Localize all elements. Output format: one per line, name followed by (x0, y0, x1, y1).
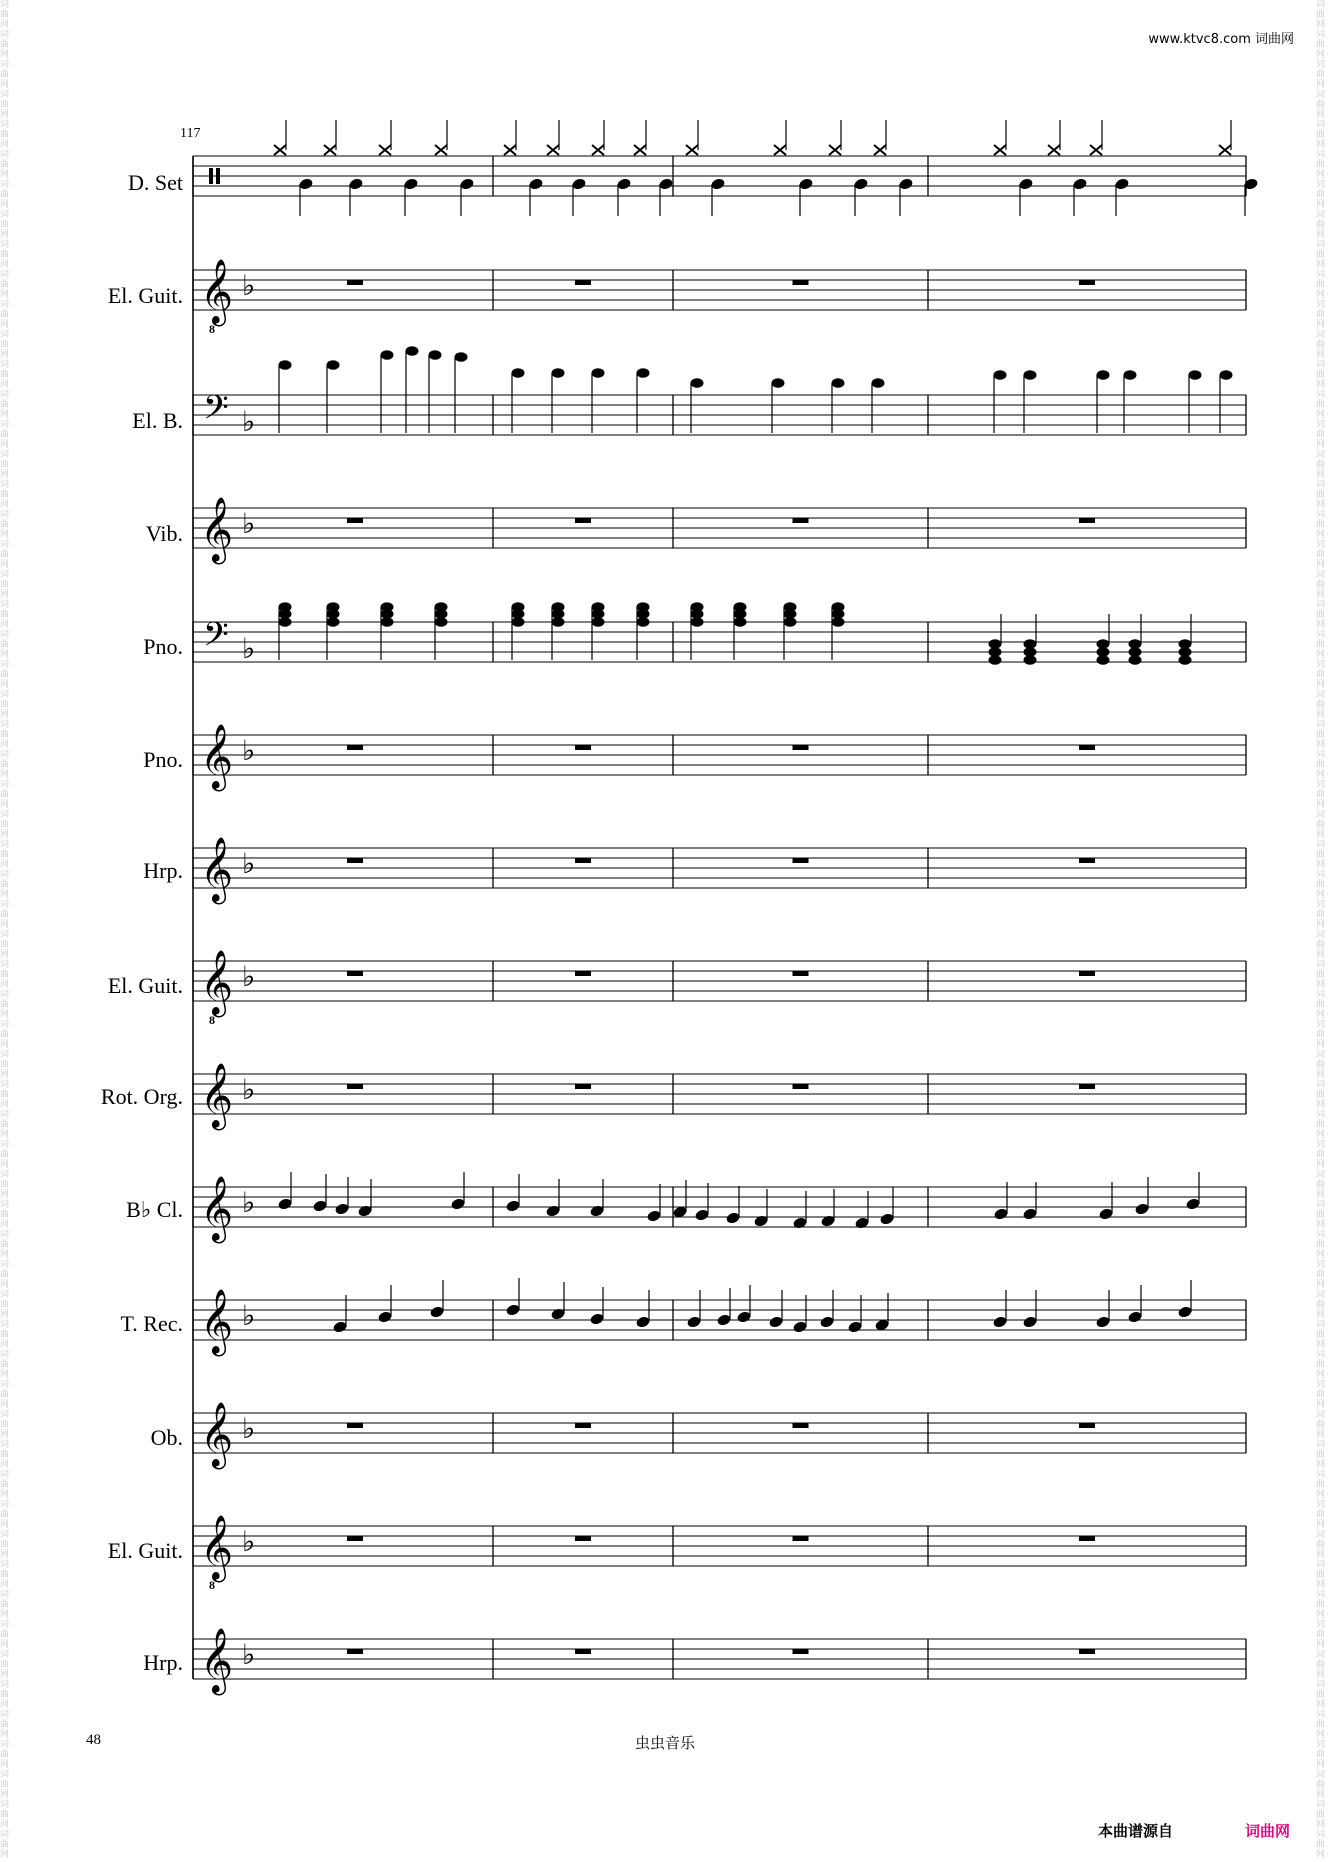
x-note-head (994, 145, 1006, 155)
key-signature-flat: ♭ (242, 960, 256, 993)
x-note-head (874, 145, 886, 155)
treble-clef: 𝄞 (200, 1515, 234, 1580)
key-signature-flat: ♭ (242, 1638, 256, 1671)
whole-rest (793, 745, 809, 750)
bass-note-head (552, 368, 565, 378)
chord-note-head (552, 602, 565, 612)
whole-rest (575, 280, 591, 285)
bass-note-head (429, 350, 442, 360)
chord-note-head (381, 602, 394, 612)
chord-note-head (592, 602, 605, 612)
x-note-head (686, 145, 698, 155)
staff-label-1: El. Guit. (107, 283, 183, 308)
staff-label-13: Hrp. (143, 1650, 183, 1675)
whole-rest (575, 1649, 591, 1654)
key-signature-flat: ♭ (242, 1299, 256, 1332)
whole-rest (575, 971, 591, 976)
whole-rest (347, 1084, 363, 1089)
staff-label-6: Hrp. (143, 858, 183, 883)
bass-note-head (691, 378, 704, 388)
x-note-head (435, 145, 447, 155)
whole-rest (347, 745, 363, 750)
key-signature-flat: ♭ (242, 1525, 256, 1558)
whole-rest (575, 858, 591, 863)
treble-clef: 𝄞 (200, 1628, 234, 1693)
bass-note-head (1024, 370, 1037, 380)
bass-clef: 𝄢 (203, 389, 229, 435)
key-signature-flat: ♭ (242, 507, 256, 540)
key-signature-flat: ♭ (242, 1073, 256, 1106)
staff-label-3: Vib. (145, 521, 183, 546)
whole-rest (1079, 1084, 1095, 1089)
x-note-head (1219, 145, 1231, 155)
key-signature-flat: ♭ (242, 269, 256, 302)
treble-clef: 𝄞 (200, 1289, 234, 1354)
x-note-head (829, 145, 841, 155)
whole-rest (347, 1649, 363, 1654)
key-signature-flat: ♭ (242, 632, 256, 665)
chord-note-head (327, 602, 340, 612)
whole-rest (575, 518, 591, 523)
x-note-head (274, 145, 286, 155)
whole-rest (575, 1084, 591, 1089)
bass-note-head (1220, 370, 1233, 380)
chord-note-head (1129, 639, 1142, 649)
key-signature-flat: ♭ (242, 847, 256, 880)
staff-label-12: El. Guit. (107, 1538, 183, 1563)
staff-label-2: El. B. (132, 408, 183, 433)
staff-label-0: D. Set (128, 170, 183, 195)
bottom-source-label: 本曲谱源自 (1098, 1822, 1174, 1840)
staff-label-8: Rot. Org. (100, 1084, 183, 1109)
bass-note-head (637, 368, 650, 378)
treble-clef: 𝄞 (200, 259, 234, 324)
whole-rest (793, 858, 809, 863)
x-note-head (1048, 145, 1060, 155)
whole-rest (793, 1423, 809, 1428)
chord-note-head (1024, 639, 1037, 649)
x-note-head (504, 145, 516, 155)
whole-rest (793, 518, 809, 523)
chord-note-head (691, 602, 704, 612)
bass-note-head (772, 378, 785, 388)
treble-clef: 𝄞 (200, 1063, 234, 1128)
treble-clef: 𝄞 (200, 837, 234, 902)
chord-note-head (734, 602, 747, 612)
x-note-head (379, 145, 391, 155)
left-watermark-strip: 词曲网词曲网词曲网词曲网词曲网词曲网词曲网词曲网词曲网词曲网词曲网词曲网词曲网词曲网词曲网词曲网词曲网词曲网词曲网词曲网词曲网词曲网词曲网词曲网词曲网词曲网词曲网词曲网词曲网词曲网词曲网词曲网词曲网词曲网词曲网词曲网词曲网词曲网词曲网词曲网词曲网词曲网词曲网词曲网词曲网词曲网词曲网词曲网词曲网词曲网词曲网词曲网词曲网词曲网词曲网词曲网词曲网词曲网词曲网词曲网词曲网词曲网 (0, 0, 10, 1860)
bass-note-head (994, 370, 1007, 380)
bass-note-head (1097, 370, 1110, 380)
whole-rest (347, 518, 363, 523)
whole-rest (1079, 280, 1095, 285)
whole-rest (1079, 1536, 1095, 1541)
staff-label-10: T. Rec. (120, 1311, 183, 1336)
chord-note-head (989, 639, 1002, 649)
key-signature-flat: ♭ (242, 1412, 256, 1445)
whole-rest (793, 1536, 809, 1541)
staff-label-5: Pno. (143, 747, 183, 772)
staff-label-4: Pno. (143, 634, 183, 659)
chord-note-head (832, 602, 845, 612)
bass-note-head (1189, 370, 1202, 380)
x-note-head (774, 145, 786, 155)
page-number: 48 (86, 1732, 101, 1748)
whole-rest (347, 280, 363, 285)
x-note-head (1090, 145, 1102, 155)
whole-rest (1079, 745, 1095, 750)
x-note-head (324, 145, 336, 155)
whole-rest (793, 1649, 809, 1654)
treble-clef: 𝄞 (200, 724, 234, 789)
staff-label-7: El. Guit. (107, 973, 183, 998)
key-signature-flat: ♭ (242, 1186, 256, 1219)
treble-clef: 𝄞 (200, 950, 234, 1015)
x-note-head (592, 145, 604, 155)
chord-note-head (1179, 639, 1192, 649)
whole-rest (793, 1084, 809, 1089)
site-header[interactable]: www.ktvc8.com 词曲网 (1148, 32, 1294, 47)
whole-rest (347, 858, 363, 863)
chord-note-head (784, 602, 797, 612)
whole-rest (347, 1536, 363, 1541)
bass-note-head (406, 346, 419, 356)
chord-note-head (637, 602, 650, 612)
whole-rest (575, 745, 591, 750)
x-note-head (634, 145, 646, 155)
whole-rest (1079, 971, 1095, 976)
octave-marker: 8 (209, 322, 215, 336)
percussion-clef (216, 168, 220, 184)
whole-rest (1079, 1423, 1095, 1428)
whole-rest (793, 280, 809, 285)
chord-note-head (279, 602, 292, 612)
bass-note-head (279, 360, 292, 370)
chord-note-head (1097, 639, 1110, 649)
whole-rest (1079, 518, 1095, 523)
bass-note-head (327, 360, 340, 370)
treble-clef: 𝄞 (200, 1402, 234, 1467)
chord-note-head (512, 602, 525, 612)
bass-note-head (381, 350, 394, 360)
staff-label-11: Ob. (150, 1425, 183, 1450)
bass-clef: 𝄢 (203, 616, 229, 662)
chord-note-head (435, 602, 448, 612)
whole-rest (347, 1423, 363, 1428)
whole-rest (1079, 858, 1095, 863)
whole-rest (575, 1423, 591, 1428)
bass-note-head (832, 378, 845, 388)
treble-clef: 𝄞 (200, 1176, 234, 1241)
whole-rest (793, 971, 809, 976)
key-signature-flat: ♭ (242, 734, 256, 767)
treble-clef: 𝄞 (200, 497, 234, 562)
whole-rest (575, 1536, 591, 1541)
right-watermark-strip: 词曲网词曲网词曲网词曲网词曲网词曲网词曲网词曲网词曲网词曲网词曲网词曲网词曲网词曲网词曲网词曲网词曲网词曲网词曲网词曲网词曲网词曲网词曲网词曲网词曲网词曲网词曲网词曲网词曲网词曲网词曲网词曲网词曲网词曲网词曲网词曲网词曲网词曲网词曲网词曲网词曲网词曲网词曲网词曲网词曲网词曲网词曲网词曲网词曲网词曲网词曲网词曲网词曲网词曲网词曲网词曲网词曲网词曲网词曲网词曲网词曲网词曲网 (1316, 0, 1326, 1860)
bass-note-head (512, 368, 525, 378)
bass-note-head (592, 368, 605, 378)
octave-marker: 8 (209, 1578, 215, 1592)
whole-rest (1079, 1649, 1095, 1654)
footer-source: 虫虫音乐 (635, 1734, 696, 1752)
staff-label-9: B♭ Cl. (126, 1197, 183, 1222)
percussion-clef (209, 168, 213, 184)
bass-note-head (455, 352, 468, 362)
octave-marker: 8 (209, 1013, 215, 1027)
key-signature-flat: ♭ (242, 405, 256, 438)
bass-note-head (872, 378, 885, 388)
bass-note-head (1124, 370, 1137, 380)
whole-rest (347, 971, 363, 976)
bottom-site-link[interactable]: 词曲网 (1245, 1822, 1291, 1840)
measure-number: 117 (180, 126, 201, 141)
x-note-head (547, 145, 559, 155)
